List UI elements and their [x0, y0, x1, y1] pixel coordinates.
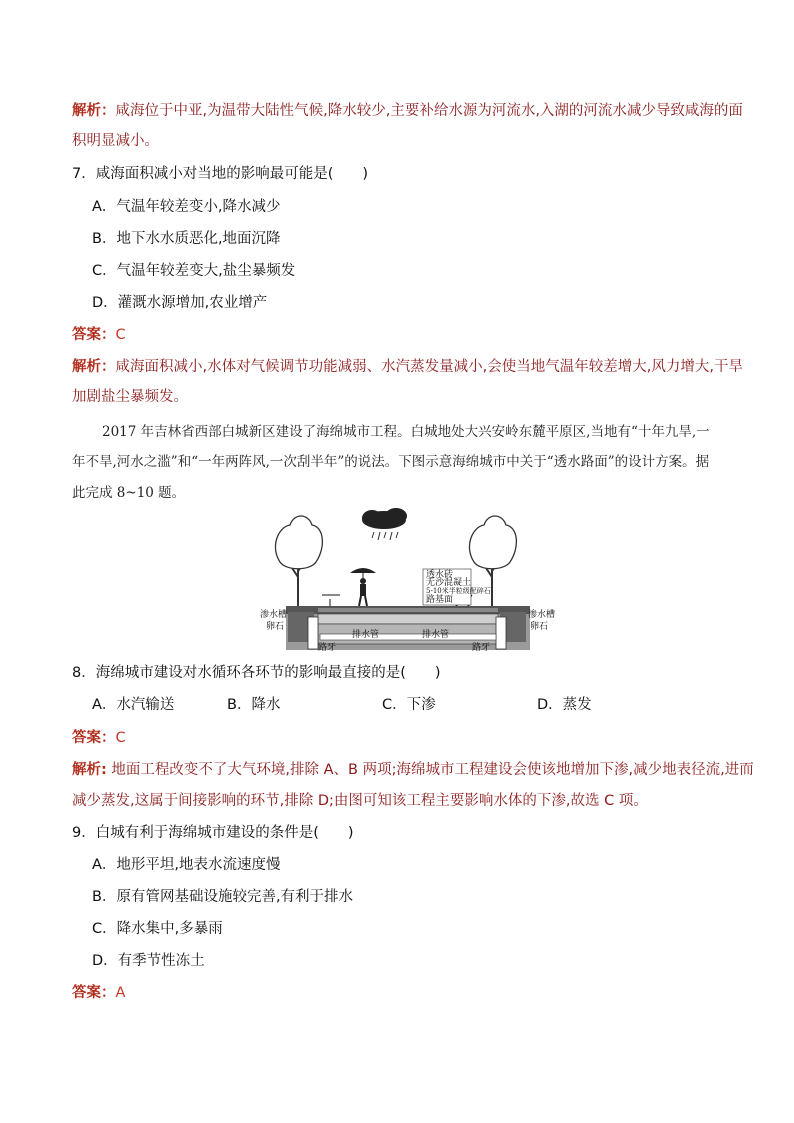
answer-label: 答案：: [72, 327, 116, 343]
layer-label-4: 路基面: [426, 595, 454, 605]
answer-label: 答案：: [72, 730, 116, 746]
q9-answer: [72, 982, 722, 1004]
q9-option-d: D．有季节性冻土: [92, 953, 205, 969]
layer-labels: [423, 568, 491, 605]
left-label-2: 卵石: [266, 622, 285, 632]
q7-option-d: D．灌溉水源增加,农业增产: [92, 295, 268, 311]
pipe-label-left: 排水管: [352, 630, 380, 640]
q6-analysis-line-2: 积明显减小。: [72, 133, 159, 149]
q8-analysis-line-1: [72, 759, 754, 781]
q8-stem: 8．海绵城市建设对水循环各环节的影响最直接的是( ): [72, 665, 441, 681]
analysis-text: 地面工程改变不了大气环境,排除 A、B 两项;海绵城市工程建设会使该地增加下渗,减少地表径流,进而: [106, 762, 754, 778]
analysis-text: 咸海面积减小,水体对气候调节功能减弱、水汽蒸发量减小,会使当地气温年较差增大,风力增大,干旱: [115, 359, 743, 375]
q8-analysis-line-2: 减少蒸发,这属于间接影响的环节,排除 D;由图可知该工程主要影响水体的下渗,故选 C 项。: [72, 793, 648, 809]
q8-options: [92, 694, 742, 716]
q7-option-b: B．地下水水质恶化,地面沉降: [92, 231, 281, 247]
q7-option-a: A．气温年较差变小,降水减少: [92, 199, 281, 215]
q8-option-d: D．蒸发: [537, 697, 592, 713]
q8-answer: [72, 727, 722, 749]
left-label-1: 渗水槽: [260, 610, 288, 620]
q6-analysis-line-1: [72, 100, 743, 122]
layer-label-2: 无沙混凝土: [426, 578, 472, 588]
q9-option-b: B．原有管网基础设施较完善,有利于排水: [92, 889, 354, 905]
rain-cloud-icon: [362, 508, 407, 540]
right-label-1: 渗水槽: [528, 610, 556, 620]
left-tree-icon: [275, 516, 322, 607]
layer-label-1: 透水砖: [426, 570, 454, 580]
passage-line-1: 2017 年吉林省西部白城新区建设了海绵城市工程。白城地处大兴安岭东麓平原区,当地有“十年九旱,一: [102, 424, 710, 440]
q8-option-c: C．下渗: [382, 697, 436, 713]
pipe-label-right: 排水管: [422, 630, 450, 640]
passage-line-2: 年不旱,河水之滥”和“一年两阵风,一次刮半年”的说法。下图示意海绵城市中关于“透水路面”的设计方案。据: [72, 454, 710, 470]
passage-line-3: 此完成 8~10 题。: [72, 485, 186, 501]
q7-analysis-line-1: [72, 356, 743, 378]
q9-option-c: C．降水集中,多暴雨: [92, 921, 223, 937]
answer-value: C: [115, 730, 126, 746]
analysis-text: 咸海位于中亚,为温带大陆性气候,降水较少,主要补给水源为河流水,入湖的河流水减少导致咸海的面: [115, 103, 743, 119]
analysis-label: 解析：: [72, 103, 116, 119]
analysis-label: 解析：: [72, 359, 116, 375]
right-label-2: 卵石: [530, 622, 549, 632]
q8-option-a: A．水汽输送: [92, 697, 175, 713]
person-umbrella-icon: [350, 568, 376, 606]
q8-option-b: B．降水: [227, 697, 281, 713]
q7-answer: [72, 324, 722, 346]
permeable-pavement-diagram: [260, 507, 556, 657]
q7-analysis-line-2: 加剧盐尘暴频发。: [72, 389, 188, 405]
q7-stem: 7．咸海面积减小对当地的影响最可能是( ): [72, 166, 369, 182]
q7-option-c: C．气温年较差变大,盐尘暴频发: [92, 263, 296, 279]
q9-stem: 9．白城有利于海绵城市建设的条件是( ): [72, 825, 354, 841]
curb-label-left: 路牙: [318, 643, 337, 653]
analysis-label: 解析:: [72, 762, 107, 778]
ground-section: [286, 595, 530, 650]
answer-label: 答案：: [72, 985, 116, 1001]
q9-option-a: A．地形平坦,地表水流速度慢: [92, 857, 281, 873]
curb-label-right: 路牙: [472, 643, 491, 653]
answer-value: A: [115, 985, 126, 1001]
layer-label-3: 5-10米半粒级配碎石: [426, 587, 491, 595]
answer-value: C: [115, 327, 126, 343]
